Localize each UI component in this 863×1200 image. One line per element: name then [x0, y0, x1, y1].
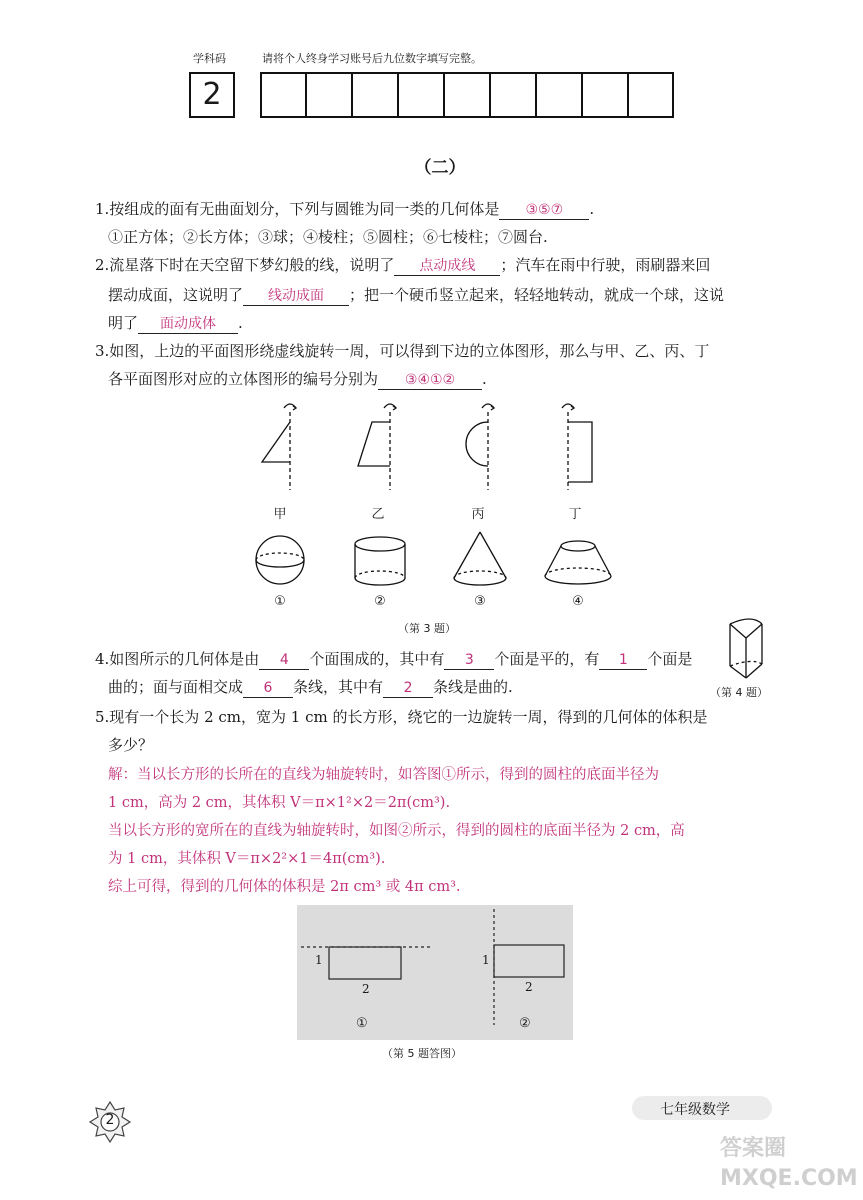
- question-4-line-2: 曲的；面与面相交成 6 条线，其中有 2 条线是曲的.: [108, 678, 513, 696]
- figure-1-label: ①: [356, 1016, 368, 1031]
- question-5-caption: （第 5 题答图）: [382, 1047, 462, 1060]
- account-instruction: 请将个人终身学习账号后九位数字填写完整。: [262, 52, 482, 65]
- question-3-solid-figures: [240, 530, 620, 590]
- question-5-solution-3: 当以长方形的宽所在的直线为轴旋转时，如图②所示，得到的圆柱的底面半径为 2 cm，高: [108, 823, 685, 839]
- question-3-line-1: 3.如图，上边的平面图形绕虚线旋转一周，可以得到下边的立体图形，那么与甲、乙、丙、丁: [95, 342, 710, 360]
- question-2-answer-3: 面动成体: [138, 315, 238, 334]
- label-solid-3: ③: [474, 594, 486, 609]
- label-bing: 丙: [471, 507, 485, 522]
- figure-1-side-label: 1: [315, 953, 323, 967]
- subject-code-label: 学科码: [193, 52, 226, 65]
- solid-frustum: [545, 541, 611, 584]
- question-5-line-1: 5.现有一个长为 2 cm，宽为 1 cm 的长方形，绕它的一边旋转一周，得到的几何体的体积是: [95, 708, 708, 726]
- question-3-line-2: 各平面图形对应的立体图形的编号分别为 ③④①② .: [108, 370, 487, 388]
- question-2-line-1: 2.流星落下时在天空留下梦幻般的线，说明了 点动成线 ；汽车在雨中行驶，雨刷器来回: [95, 256, 711, 274]
- figure-yi: [358, 404, 396, 490]
- question-2-answer-2: 线动成面: [243, 287, 349, 306]
- account-box-dividers: [260, 72, 674, 118]
- question-2-answer-1: 点动成线: [394, 257, 500, 276]
- page-number: 2: [105, 1112, 115, 1128]
- figure-2-label: ②: [519, 1016, 531, 1031]
- question-4-figure: [722, 618, 772, 680]
- question-2-line-3: 明了 面动成体 .: [108, 314, 243, 332]
- question-4-answer-2: 3: [444, 651, 494, 670]
- label-jia: 甲: [273, 507, 287, 522]
- question-1-answer: ③⑤⑦: [499, 201, 589, 220]
- question-5-solution-1: 解：当以长方形的长所在的直线为轴旋转时，如答图①所示，得到的圆柱的底面半径为: [108, 767, 659, 783]
- question-5-line-2: 多少？: [108, 736, 154, 754]
- figure-ding: [562, 404, 592, 490]
- label-ding: 丁: [568, 507, 582, 522]
- question-3-plane-figures: [240, 398, 620, 498]
- figure-jia: [262, 404, 296, 490]
- label-solid-2: ②: [374, 594, 386, 609]
- question-5-solution-5: 综上可得，得到的几何体的体积是 2π cm³ 或 4π cm³.: [108, 879, 461, 895]
- book-title: 七年级数学: [660, 1102, 730, 1118]
- question-5-figure-lines: [297, 905, 573, 1040]
- question-1-stem: 1.按组成的面有无曲面划分，下列与圆锥为同一类的几何体是 ③⑤⑦ .: [95, 200, 595, 218]
- question-3-answer: ③④①②: [378, 371, 482, 390]
- label-solid-1: ①: [274, 594, 286, 609]
- question-1-options: ①正方体；②长方体；③球；④棱柱；⑤圆柱；⑥七棱柱；⑦圆台.: [108, 228, 548, 246]
- question-4-answer-1: 4: [259, 651, 309, 670]
- question-4-answer-5: 2: [383, 679, 433, 698]
- solid-sphere: [256, 536, 304, 584]
- subject-code-value: 2: [202, 77, 222, 112]
- figure-bing: [466, 404, 494, 490]
- solid-cone: [454, 532, 506, 585]
- section-title: （二）: [414, 158, 466, 178]
- question-5-solution-4: 为 1 cm，其体积 V＝π×2²×1＝4π(cm³).: [108, 851, 386, 867]
- question-5-solution-2: 1 cm，高为 2 cm，其体积 V＝π×1²×2＝2π(cm³).: [108, 795, 451, 811]
- question-4-line-1: 4.如图所示的几何体是由 4 个面围成的，其中有 3 个面是平的，有 1 个面是: [95, 650, 693, 668]
- figure-1-bottom-label: 2: [362, 982, 370, 996]
- question-4-caption: （第 4 题）: [710, 686, 768, 699]
- question-4-answer-3: 1: [599, 651, 647, 670]
- question-4-answer-4: 6: [243, 679, 293, 698]
- watermark: 答案圈 MXQE.COM: [720, 1136, 858, 1191]
- solid-cylinder: [355, 537, 405, 585]
- question-2-line-2: 摆动成面，这说明了 线动成面 ；把一个硬币竖立起来，轻轻地转动，就成一个球，这说: [108, 286, 725, 304]
- figure-2-side-label: 1: [482, 953, 490, 967]
- label-yi: 乙: [371, 507, 385, 522]
- figure-2-bottom-label: 2: [525, 980, 533, 994]
- label-solid-4: ④: [572, 594, 584, 609]
- question-3-caption: （第 3 题）: [398, 622, 456, 635]
